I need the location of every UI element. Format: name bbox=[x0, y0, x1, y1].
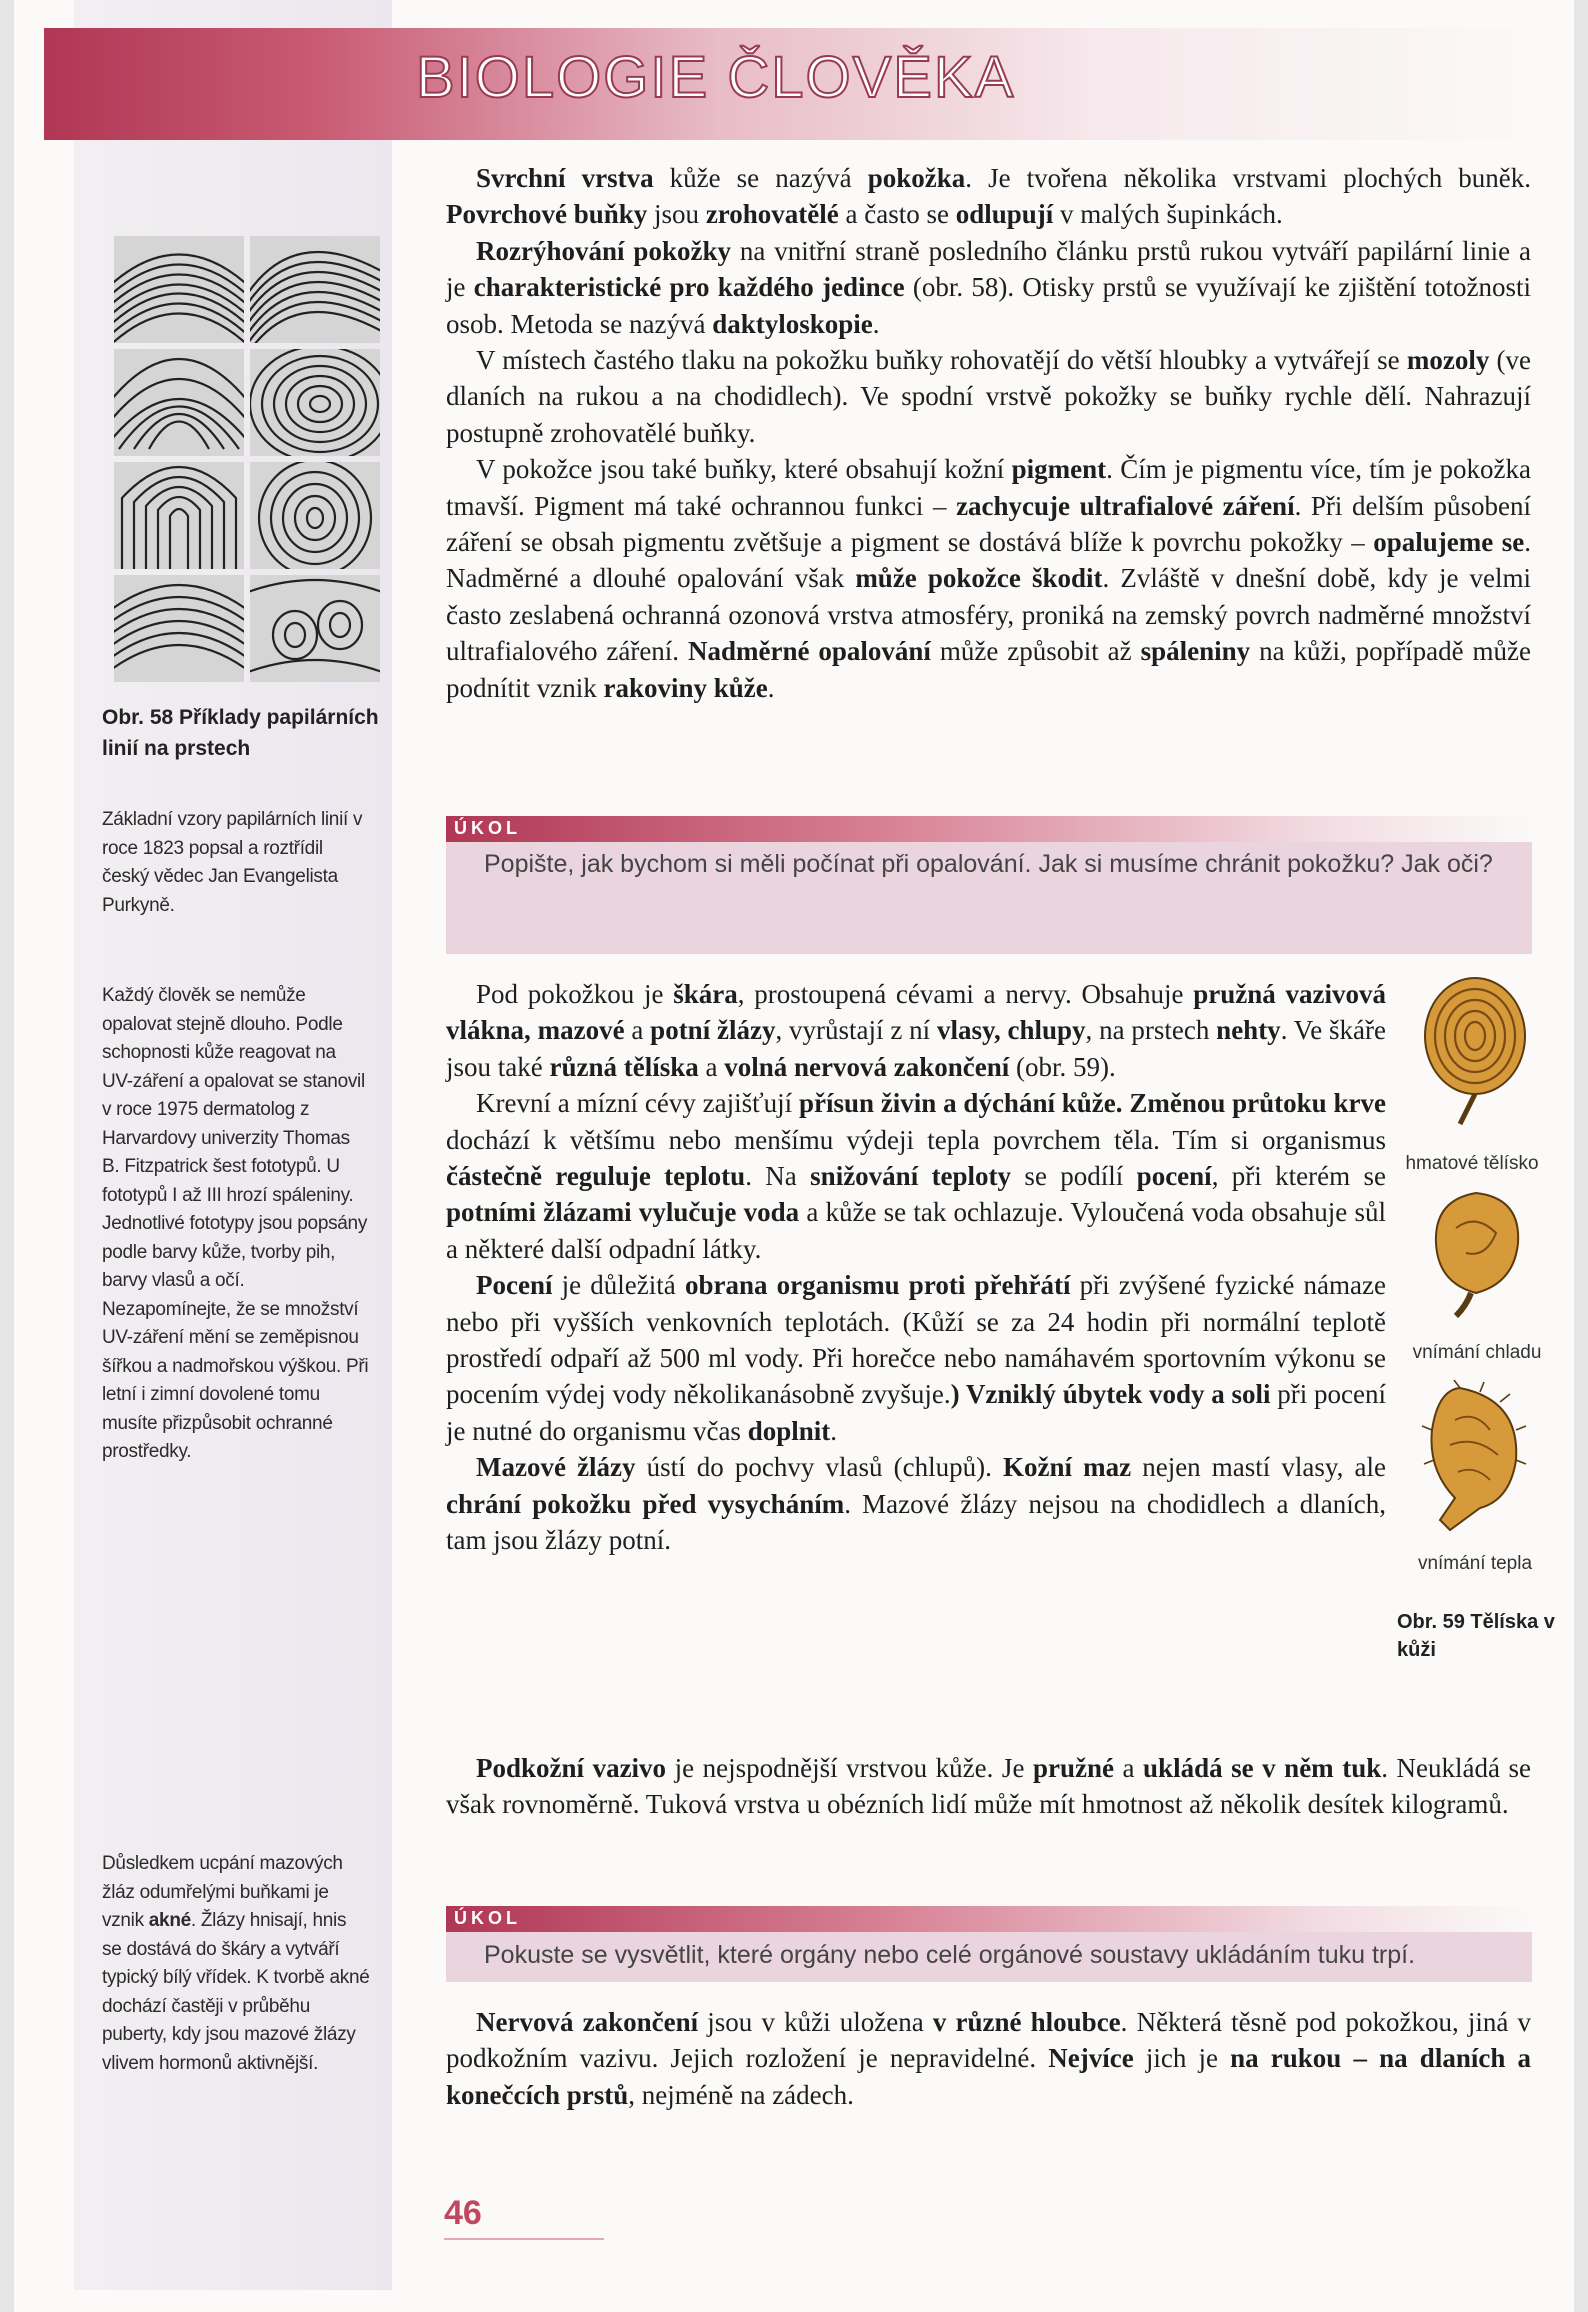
text-run: kůže se nazývá bbox=[653, 163, 868, 193]
paragraph bbox=[446, 1750, 1531, 1823]
bold-term: pokožka bbox=[867, 163, 966, 193]
fingerprint-image bbox=[250, 236, 380, 343]
bold-term: Nadměrné opalování bbox=[688, 636, 931, 667]
bold-term: Nejvíce bbox=[1048, 2043, 1134, 2074]
text-run: při zvýšené fyzické námaze nebo při vyšších venkovních teplotách. (Kůží se za 24 hodin při normální teplotě prostředí odpaří až 500 ml vody. Při horečce nebo namáhavém sportovním výkonu se pocením výdej vody několikanásobně zvyšuje. bbox=[446, 1270, 1386, 1410]
footer-rule bbox=[444, 2238, 604, 2240]
bold-term: vlasy, chlupy bbox=[936, 1015, 1086, 1046]
bold-term: na rukou – na dlaních a konečcích prstů bbox=[446, 2043, 1531, 2110]
organ-label-teplo: vnímání tepla bbox=[1417, 1553, 1533, 1574]
text-run: jich je bbox=[1133, 2043, 1231, 2074]
text-run: , nejméně na zádech. bbox=[628, 2079, 854, 2110]
text-run: . bbox=[830, 1415, 837, 1446]
task-label-bar bbox=[446, 1906, 1532, 1932]
text-run: a často se bbox=[838, 199, 956, 230]
paragraph bbox=[446, 1449, 1386, 1558]
text-run: . Neukládá se však rovnoměrně. Tuková vrstva u obézních lidí může mít hmotnost až několik desítek kilogramů. bbox=[446, 1753, 1532, 1820]
textbook-page bbox=[14, 0, 1574, 2312]
text-run: . Nadměrné a dlouhé opalování však bbox=[446, 527, 1531, 594]
bold-term: pocení bbox=[1136, 1161, 1212, 1192]
text-run: Krevní a mízní cévy zajišťují bbox=[476, 1088, 799, 1119]
bold-term: potní žlázy bbox=[650, 1015, 776, 1046]
text-run: . Při delším působení záření se obsah pigmentu zvětšuje a pigment se dostává blíže k povrchu pokožky – bbox=[446, 490, 1532, 558]
text-block-podkozni-vazivo bbox=[446, 1750, 1531, 1823]
text-run: v malých šupinkách. bbox=[1053, 199, 1283, 230]
bold-term: Povrchové buňky bbox=[446, 199, 648, 230]
fingerprint-image bbox=[114, 236, 244, 343]
text-run: jsou bbox=[647, 199, 706, 230]
figure59-caption: Obr. 59 Tělíska v kůži bbox=[1397, 1611, 1555, 1661]
bold-term: Nervová zakončení bbox=[476, 2007, 699, 2037]
bold-term: částečně reguluje teplotu bbox=[446, 1161, 746, 1192]
text-run: a kůže se tak ochlazuje. Vyloučená voda obsahuje sůl a některé další odpadní látky. bbox=[446, 1197, 1386, 1264]
text-run: nejen mastí vlasy, ale bbox=[1131, 1452, 1386, 1483]
organ-label-chlad: vnímání chladu bbox=[1412, 1342, 1542, 1363]
text-run: . Mazové žlázy nejsou na chodidlech a dlaních, tam jsou žlázy potní. bbox=[446, 1488, 1386, 1556]
paragraph bbox=[446, 1085, 1386, 1267]
text-run: je nejspodnější vrstvou kůže. Je bbox=[666, 1753, 1033, 1783]
text-block-pokozka bbox=[446, 160, 1531, 706]
text-run: (obr. 59). bbox=[1009, 1051, 1116, 1082]
text-run: a bbox=[1113, 1753, 1144, 1783]
paragraph bbox=[446, 233, 1531, 342]
bold-term: snižování teploty bbox=[810, 1161, 1012, 1192]
bold-term: zrohovatělé bbox=[705, 199, 839, 230]
text-run: (ve dlaních na rukou a na chodidlech). Ve spodní vrstvě pokožky se buňky rychle dělí. Nahrazují postupně zrohovatělé buňky. bbox=[446, 345, 1531, 448]
text-run: při pocení je nutné do organismu včas bbox=[446, 1379, 1386, 1446]
text-run: , prostoupená cévami a nervy. Obsahuje bbox=[737, 979, 1194, 1009]
bold-term: Kožní maz bbox=[1002, 1452, 1132, 1483]
bold-term: doplnit bbox=[747, 1415, 831, 1446]
task-label: ÚKOL bbox=[454, 1908, 521, 1928]
text-run: . Čím je pigmentu více, tím je pokožka tmavší. Pigment má také ochrannou funkci – bbox=[446, 454, 1531, 521]
paragraph bbox=[446, 451, 1531, 706]
text-run: (obr. 58). Otisky prstů se využívají ke zjištění totožnosti osob. Metoda se nazývá bbox=[446, 272, 1531, 339]
fingerprint-figure bbox=[114, 236, 378, 682]
text-block-nervova-zakonceni bbox=[446, 2004, 1531, 2113]
task-label: ÚKOL bbox=[454, 818, 521, 838]
text-run: . bbox=[767, 672, 775, 703]
text-run: . Některá těsně pod pokožkou, jiná v podkožním vazivu. Jejich rozložení je nepravidelné. bbox=[446, 2007, 1531, 2074]
bold-term: pigment bbox=[1011, 454, 1107, 485]
text-run: může způsobit až bbox=[930, 636, 1141, 667]
task-text: Pokuste se vysvětlit, které orgány nebo celé orgánové soustavy ukládáním tuku trpí. bbox=[446, 1932, 1532, 1982]
bold-term: přísun živin a dýchání kůže. Změnou průtoku krve bbox=[798, 1088, 1386, 1119]
page-title: BIOLOGIE ČLOVĚKA bbox=[416, 45, 1016, 110]
text-run: . bbox=[872, 308, 880, 339]
paragraph bbox=[446, 2004, 1531, 2113]
text-run: . Je tvořena několika vrstvami plochých buněk. bbox=[965, 163, 1531, 193]
sidebar-note-akne bbox=[102, 1850, 370, 2078]
bold-term: daktyloskopie bbox=[712, 308, 873, 339]
sidebar-note-fototypy: Každý člověk se nemůže opalovat stejně dlouho. Podle schopnosti kůže reagovat na UV-záření a opalovat se stanovil v roce 1975 dermatolog z Harvardovy univerzity Thomas B. Fitzpatrick šest fototypů. U fototypů I až III hrozí spáleniny. Jednotlivé fototypy jsou popsány podle barvy kůže, tvorby pih, barvy vlasů a očí. Nezapomínejte, že se množství UV-záření mění se zeměpisnou šířkou a nadmořskou výškou. Při letní i zimní dovolené tomu musíte přizpůsobit ochranné prostředky. bbox=[102, 985, 369, 1462]
bold-term: mozoly bbox=[1406, 345, 1490, 376]
bold-term: v různé hloubce bbox=[932, 2007, 1121, 2037]
bold-term: může pokožce škodit bbox=[855, 563, 1103, 594]
text-run: V místech častého tlaku na pokožku buňky rohovatějí do větší hloubky a vytvářejí se bbox=[476, 345, 1407, 376]
text-run: V pokožce jsou také buňky, které obsahují kožní bbox=[476, 454, 1012, 485]
akne-term: akné bbox=[148, 1910, 191, 1931]
bold-term: volná nervová zakončení bbox=[724, 1051, 1010, 1082]
fingerprint-image bbox=[250, 575, 380, 682]
fingerprint-image bbox=[114, 575, 244, 682]
fingerprint-image bbox=[250, 462, 380, 569]
text-run: na kůži, popřípadě může podnítit vznik bbox=[446, 636, 1531, 703]
organ-label-hmat: hmatové tělísko bbox=[1405, 1153, 1539, 1174]
bold-term: zachycuje ultrafialové záření bbox=[956, 490, 1295, 521]
bold-term: ) Vzniklý úbytek vody a soli bbox=[950, 1379, 1271, 1410]
bold-term: Pocení bbox=[476, 1270, 553, 1301]
bold-term: Svrchní vrstva bbox=[476, 163, 654, 193]
text-run: a bbox=[624, 1015, 651, 1046]
fingerprint-image bbox=[114, 462, 244, 569]
bold-term: odlupují bbox=[955, 199, 1054, 230]
bold-term: chrání pokožku před vysycháním bbox=[446, 1488, 845, 1519]
text-run: . Zvláště v dnešní době, kdy je velmi často zeslabená ochranná ozonová vrstva atmosféry, proniká na zemský povrch nadměrné množství ultrafialového záření. bbox=[446, 563, 1532, 667]
text-run: . Ve škáře jsou také bbox=[446, 1015, 1387, 1082]
vnimani-chladu-image bbox=[1426, 1188, 1526, 1323]
bold-term: Rozrýhování pokožky bbox=[476, 235, 731, 266]
text-run: jsou v kůži uložena bbox=[698, 2007, 933, 2037]
text-run: , na prstech bbox=[1085, 1015, 1217, 1046]
text-run: , při kterém se bbox=[1211, 1161, 1386, 1192]
text-block-skara bbox=[446, 976, 1386, 1559]
text-run: dochází k většímu nebo menšímu výdeji tepla povrchem těla. Tím si organismus bbox=[446, 1124, 1386, 1155]
text-run: Pod pokožkou je bbox=[476, 979, 674, 1009]
text-run: je důležitá bbox=[552, 1270, 685, 1301]
page-number: 46 bbox=[444, 2194, 482, 2232]
figure58-caption: Obr. 58 Příklady papilárních linií na prstech bbox=[102, 706, 379, 760]
sidebar-note-purkyne: Základní vzory papilárních linií v roce 1823 popsal a roztřídil český vědec Jan Evangelista Purkyně. bbox=[102, 809, 363, 916]
bold-term: různá tělíska bbox=[549, 1051, 699, 1082]
text-run: na vnitřní straně posledního článku prstů rukou vytváří papilární linie a je bbox=[446, 235, 1531, 303]
text-run: . Na bbox=[745, 1161, 811, 1192]
bold-term: škára bbox=[673, 979, 738, 1009]
bold-term: charakteristické pro každého jedince bbox=[473, 272, 905, 303]
text-run: ústí do pochvy vlasů (chlupů). bbox=[635, 1452, 1003, 1483]
fingerprint-image bbox=[114, 349, 244, 456]
bold-term: spáleniny bbox=[1140, 636, 1251, 667]
bold-term: nehty bbox=[1216, 1015, 1281, 1046]
bold-term: potními žlázami vylučuje voda bbox=[446, 1197, 800, 1228]
akne-note-text: Důsledkem ucpání mazových žláz odumřelými buňkami je vznik bbox=[102, 1853, 343, 1931]
vnimani-tepla-image bbox=[1420, 1380, 1530, 1545]
bold-term: pružné bbox=[1032, 1753, 1114, 1783]
text-run: se podílí bbox=[1011, 1161, 1137, 1192]
bold-term: ukládá se v něm tuk bbox=[1143, 1753, 1382, 1783]
paragraph bbox=[446, 976, 1386, 1085]
fingerprint-image bbox=[250, 349, 380, 456]
paragraph bbox=[446, 160, 1531, 233]
bold-term: Mazové žlázy bbox=[476, 1452, 636, 1483]
bold-term: opalujeme se bbox=[1373, 527, 1525, 558]
paragraph bbox=[446, 342, 1531, 451]
task-label-bar bbox=[446, 816, 1532, 842]
text-run: , vyrůstají z ní bbox=[775, 1015, 937, 1046]
hmatove-telisko-image bbox=[1420, 976, 1530, 1131]
akne-note-text: . Žlázy hnisají, hnis se dostává do škáry a vytváří typický bílý vřídek. K tvorbě akné dochází častěji v průběhu puberty, kdy jsou mazové žlázy vlivem hormonů aktivnější. bbox=[102, 1910, 370, 2074]
text-run: a bbox=[698, 1051, 725, 1082]
task-text: Popište, jak bychom si měli počínat při opalování. Jak si musíme chránit pokožku? Jak oči? bbox=[446, 842, 1532, 954]
bold-term: Podkožní vazivo bbox=[476, 1753, 667, 1783]
bold-term: obrana organismu proti přehřátí bbox=[684, 1270, 1071, 1301]
bold-term: pružná vazivová vlákna, mazové bbox=[446, 979, 1386, 1046]
bold-term: rakoviny kůže bbox=[603, 672, 768, 703]
paragraph bbox=[446, 1267, 1386, 1449]
